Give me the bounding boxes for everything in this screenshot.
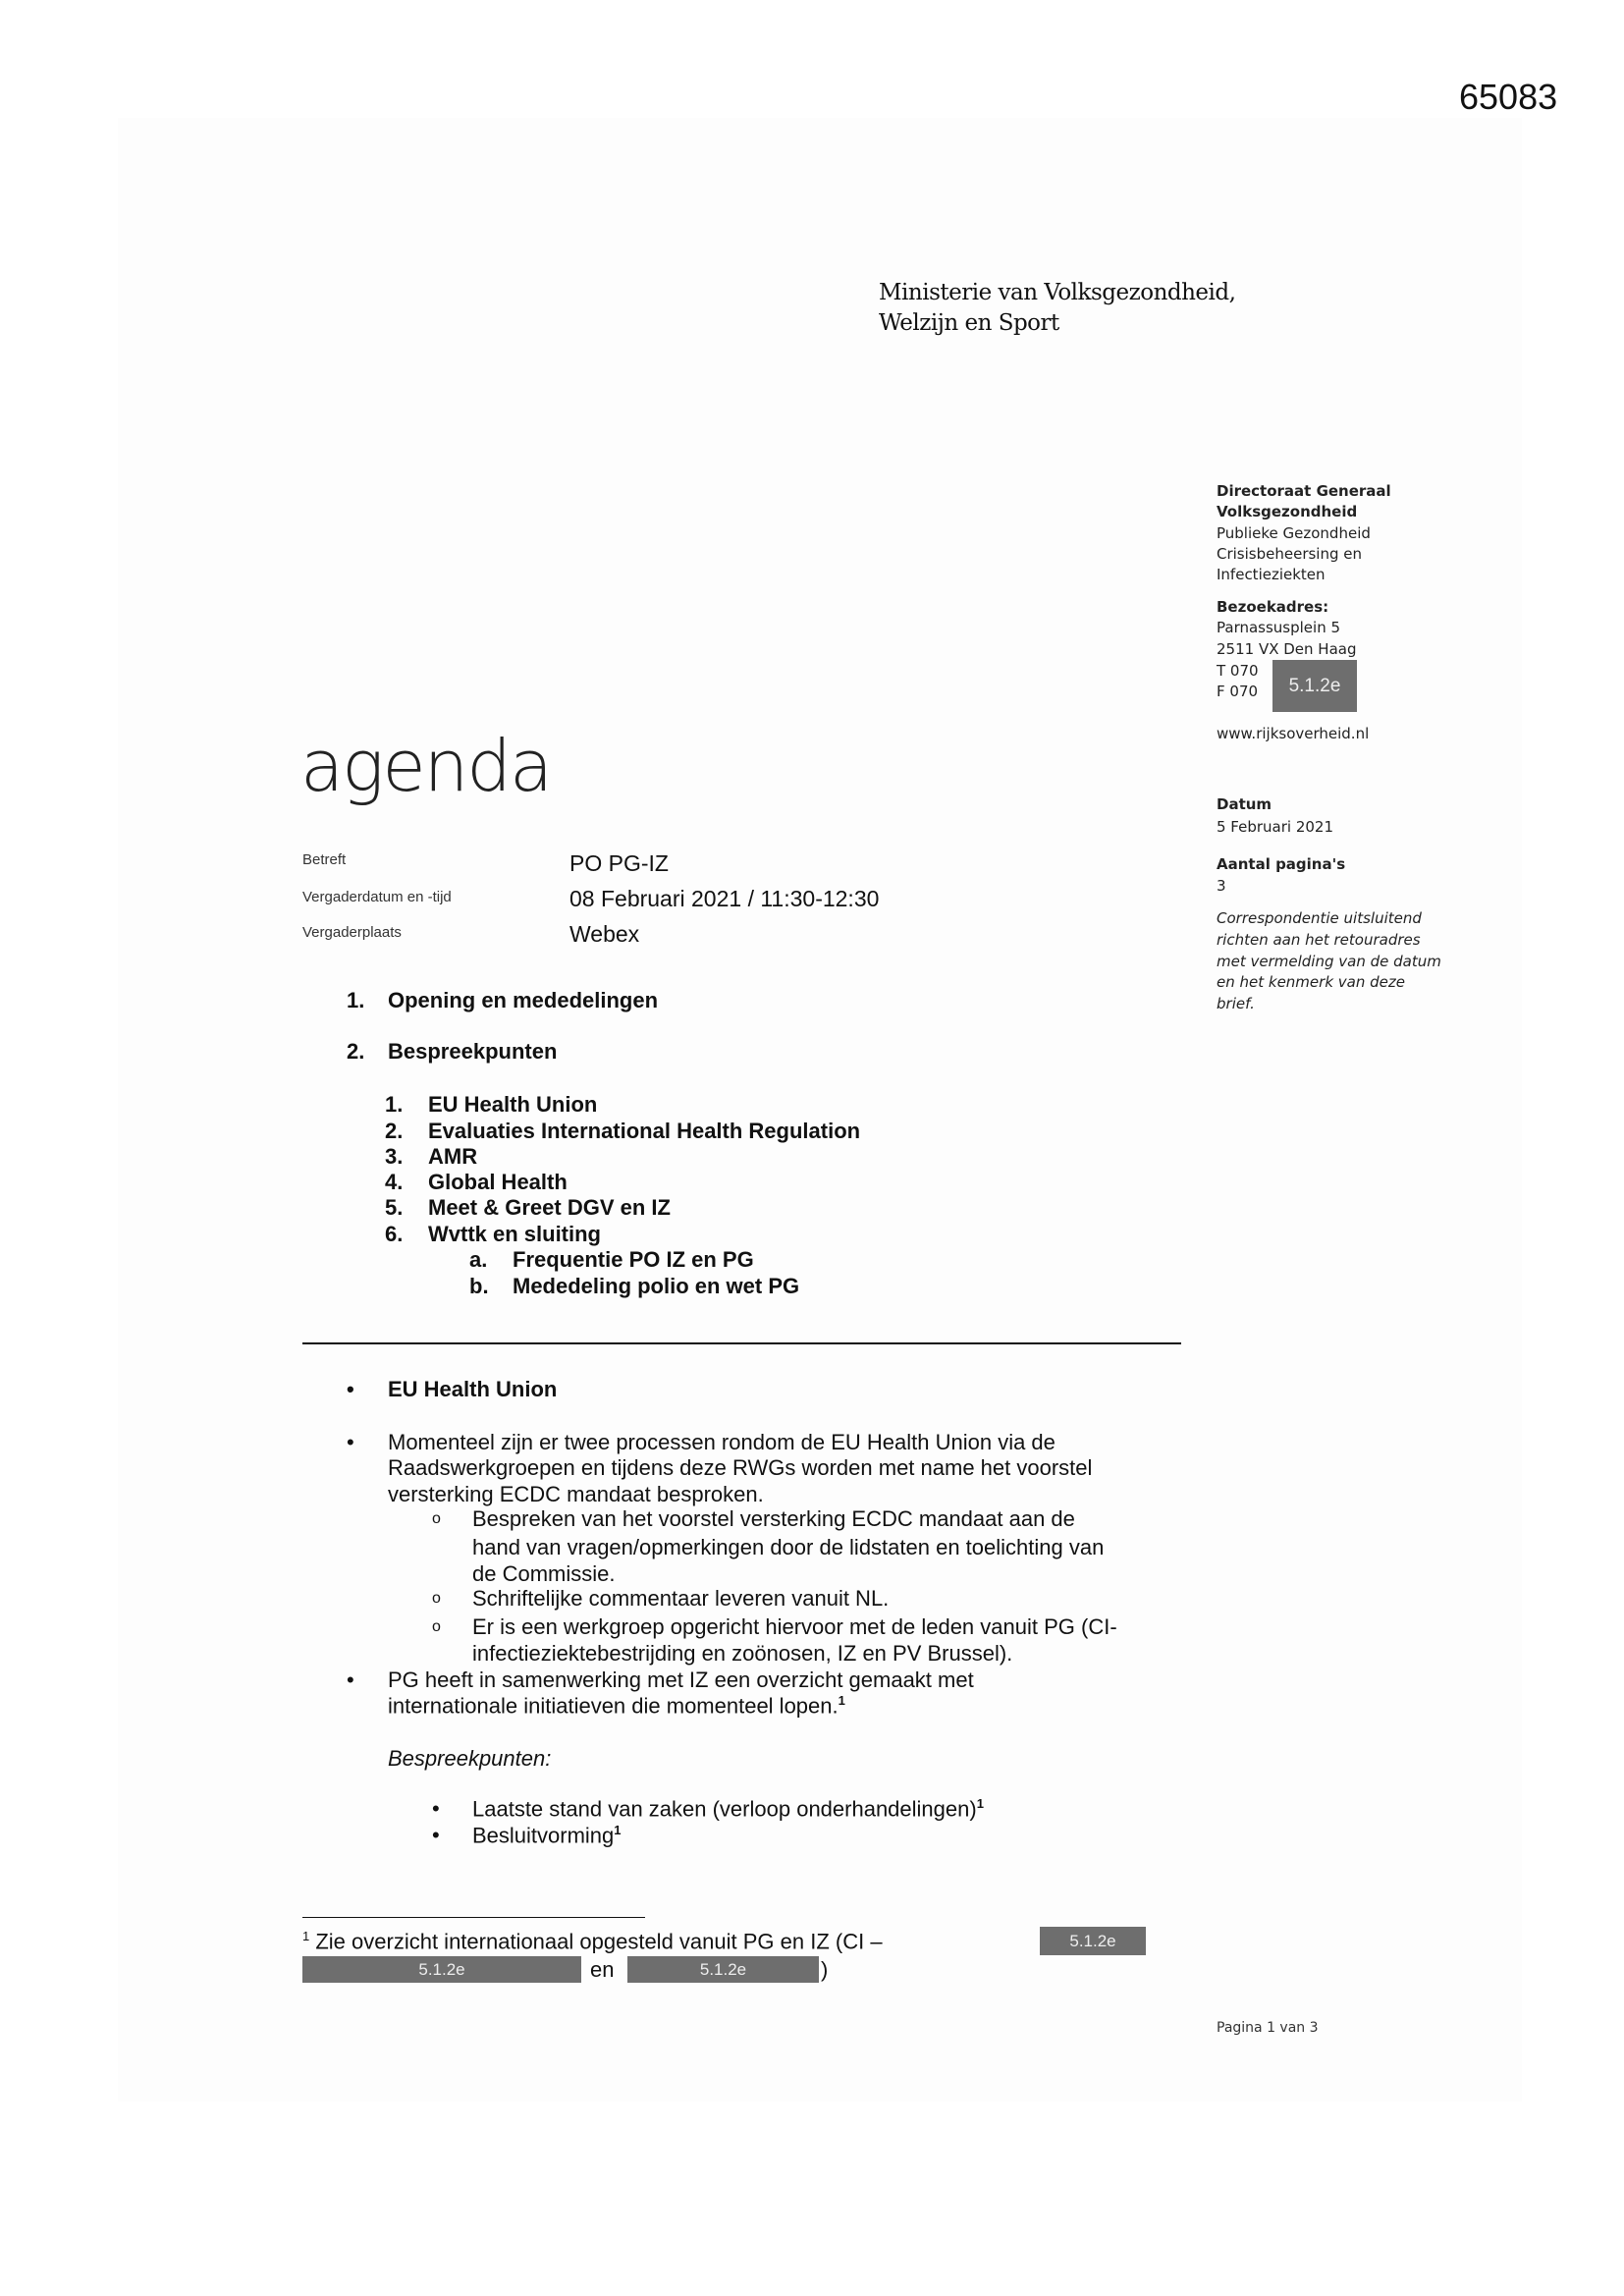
- sidebar-org: Volksgezondheid: [1217, 503, 1358, 520]
- correspondence-note: Correspondentie uitsluitend: [1217, 909, 1422, 927]
- sidebar-org: Publieke Gezondheid: [1217, 524, 1371, 542]
- subpoint-line: infectieziektebestrijding en zoönosen, IZ en PV Brussel).: [472, 1641, 1013, 1666]
- bullet: •: [347, 1667, 354, 1692]
- visit-address-label: Bezoekadres:: [1217, 598, 1329, 616]
- bullet: •: [432, 1796, 440, 1821]
- subpoint-line: de Commissie.: [472, 1561, 616, 1586]
- meta-value: 08 Februari 2021 / 11:30-12:30: [569, 886, 880, 911]
- ministry-name-line-2: Welzijn en Sport: [879, 310, 1059, 336]
- sidebar-org: Directoraat Generaal: [1217, 482, 1391, 500]
- discussion-point: [472, 1796, 984, 1822]
- paragraph-line: versterking ECDC mandaat besproken.: [388, 1482, 764, 1506]
- correspondence-note: richten aan het retouradres: [1217, 931, 1421, 949]
- redaction-box: 5.1.2e: [1040, 1927, 1146, 1955]
- footnote-text: ): [821, 1957, 829, 1982]
- subitem-number: 6.: [385, 1222, 404, 1246]
- footnote-ref[interactable]: 1: [614, 1823, 622, 1837]
- redaction-box: 5.1.2e: [302, 1956, 581, 1983]
- footnote: [302, 1929, 883, 1954]
- subitem-number: 3.: [385, 1144, 404, 1169]
- circle-bullet: o: [432, 1590, 441, 1607]
- pages-label: Aantal pagina's: [1217, 855, 1346, 873]
- meta-value: Webex: [569, 921, 640, 947]
- subitem-number: 1.: [385, 1092, 404, 1117]
- paragraph-text: internationale initiatieven die momenteel lopen.: [388, 1693, 839, 1719]
- subitem: Evaluaties International Health Regulation: [428, 1119, 861, 1143]
- bullet: •: [432, 1823, 440, 1847]
- correspondence-note: met vermelding van de datum: [1217, 953, 1441, 970]
- sidebar-org: Infectieziekten: [1217, 566, 1326, 583]
- page-number: Pagina 1 van 3: [1217, 2020, 1319, 2036]
- discussion-point: [472, 1823, 622, 1848]
- subpoint-line: Er is een werkgroep opgericht hiervoor met de leden vanuit PG (CI-: [472, 1614, 1117, 1639]
- paragraph-line: [388, 1693, 845, 1719]
- meta-label: Vergaderplaats: [302, 924, 402, 941]
- agenda-item: Bespreekpunten: [388, 1039, 558, 1064]
- subsubitem: Frequentie PO IZ en PG: [513, 1247, 754, 1272]
- sidebar-org: Crisisbeheersing en: [1217, 545, 1363, 563]
- subitem-number: 5.: [385, 1195, 404, 1220]
- bullet: •: [347, 1430, 354, 1454]
- subpoint-line: hand van vragen/opmerkingen door de lidstaten en toelichting van: [472, 1535, 1105, 1559]
- circle-bullet: o: [432, 1510, 441, 1527]
- subitem: Wvttk en sluiting: [428, 1222, 601, 1246]
- subitem: AMR: [428, 1144, 478, 1169]
- phone: T 070: [1217, 662, 1259, 680]
- section-divider: [302, 1342, 1181, 1344]
- circle-bullet: o: [432, 1618, 441, 1635]
- meta-label: Betreft: [302, 851, 347, 868]
- agenda-item-number: 1.: [347, 988, 365, 1012]
- paragraph-line: PG heeft in samenwerking met IZ een overzicht gemaakt met: [388, 1667, 974, 1692]
- address-line: Parnassusplein 5: [1217, 619, 1341, 636]
- subsubitem-letter: a.: [469, 1247, 488, 1272]
- correspondence-note: en het kenmerk van deze: [1217, 973, 1405, 991]
- website-link[interactable]: www.rijksoverheid.nl: [1217, 725, 1370, 742]
- footnote-ref[interactable]: 1: [838, 1693, 845, 1708]
- subitem-number: 4.: [385, 1170, 404, 1194]
- address-line: 2511 VX Den Haag: [1217, 640, 1357, 658]
- meta-value: PO PG-IZ: [569, 850, 669, 876]
- subitem: Meet & Greet DGV en IZ: [428, 1195, 671, 1220]
- subitem-number: 2.: [385, 1119, 404, 1143]
- document-number: 65083: [1459, 77, 1558, 117]
- paragraph-line: Raadswerkgroepen en tijdens deze RWGs worden met name het voorstel: [388, 1455, 1093, 1480]
- footnote-number: 1: [302, 1929, 310, 1943]
- discussion-label: Bespreekpunten:: [388, 1746, 552, 1771]
- correspondence-note: brief.: [1217, 995, 1255, 1012]
- subpoint-line: Schriftelijke commentaar leveren vanuit NL.: [472, 1586, 890, 1611]
- discussion-point-text: Laatste stand van zaken (verloop onderhandelingen): [472, 1796, 977, 1822]
- bullet: •: [347, 1377, 354, 1401]
- subitem: Global Health: [428, 1170, 568, 1194]
- subsubitem-letter: b.: [469, 1274, 489, 1298]
- date-label: Datum: [1217, 795, 1272, 813]
- date-value: 5 Februari 2021: [1217, 818, 1334, 836]
- fax: F 070: [1217, 683, 1259, 700]
- footnote-ref[interactable]: 1: [976, 1796, 984, 1811]
- paragraph-line: Momenteel zijn er twee processen rondom de EU Health Union via de: [388, 1430, 1056, 1454]
- footnote-text: Zie overzicht internationaal opgesteld vanuit PG en IZ (CI –: [315, 1929, 883, 1954]
- meta-label: Vergaderdatum en -tijd: [302, 889, 452, 905]
- subitem: EU Health Union: [428, 1092, 598, 1117]
- pages-value: 3: [1217, 877, 1226, 895]
- section-heading: EU Health Union: [388, 1377, 558, 1401]
- ministry-name-line-1: Ministerie van Volksgezondheid,: [879, 280, 1236, 305]
- redaction-box: 5.1.2e: [627, 1956, 819, 1983]
- document-title: agenda: [300, 725, 552, 807]
- footnote-text: en: [590, 1957, 615, 1982]
- agenda-item: Opening en mededelingen: [388, 988, 659, 1012]
- discussion-point-text: Besluitvorming: [472, 1823, 615, 1848]
- agenda-item-number: 2.: [347, 1039, 365, 1064]
- subsubitem: Mededeling polio en wet PG: [513, 1274, 800, 1298]
- redaction-box: 5.1.2e: [1272, 660, 1357, 712]
- subpoint-line: Bespreken van het voorstel versterking ECDC mandaat aan de: [472, 1506, 1075, 1531]
- footnote-divider: [302, 1917, 645, 1918]
